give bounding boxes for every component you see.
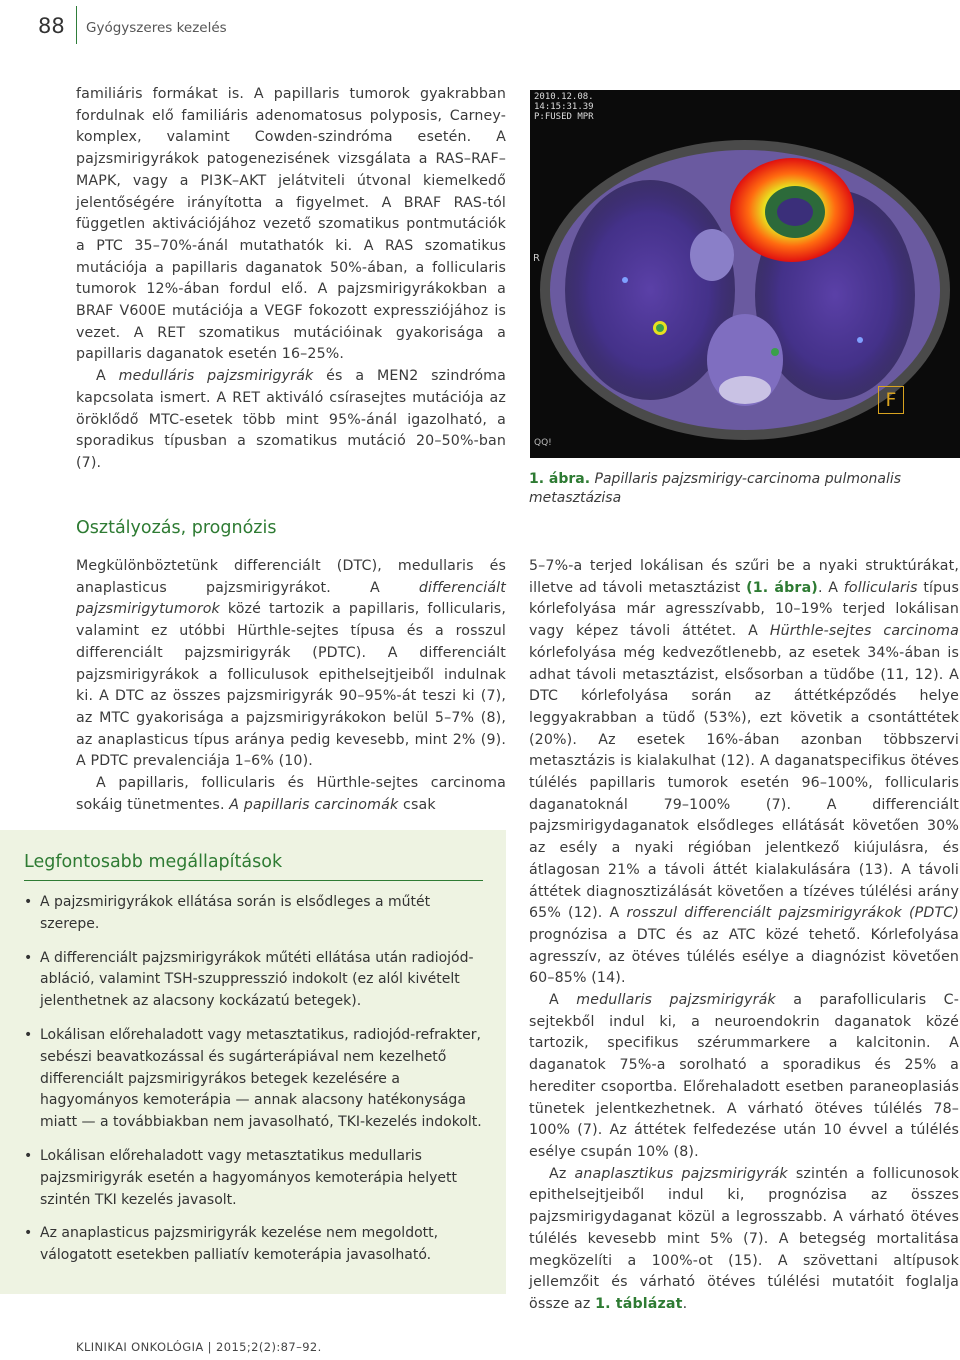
text-run: közé tartozik a papillaris, follicularis, valamint ez utóbbi Hürthle-sejtes típusa és a rosszul differenciált pajzsmirigyrák (PDTC). A differenciált pajzsmirigyrákok a folliculusok epithelsejtjeiből indulnak ki. A DTC az összes pajzsmirigyrák 90–95%-át teszi ki (7), az MTC gyakorisága a pajzsmirigyrákokon belül 5–7% (8), az anaplasticus típus aránya pedig kevesebb, mint 2% (9). A PDTC prevalenciája 1–6% (10). (76, 601, 506, 770)
text-run: csak (398, 796, 436, 813)
paragraph (529, 1164, 959, 1316)
text-run: típus kórlefolyása már agresszívabb, 10–19% terjed lokálisan vagy képez távoli áttétet. A (529, 579, 959, 640)
scan-time: 14:15:31.39 (534, 102, 594, 112)
scan-mode: P:FUSED MPR (534, 112, 594, 122)
paragraph (76, 84, 506, 366)
figure-caption (529, 470, 959, 508)
text-run: szintén a follicunosok epithelsejtjeiből indul ki, prognózisa az összes pajzsmirigydaganat közül a legrosszabb. A várható ötéves túlélés kevesebb mint 5% (7). A betegség mortalitása megközelíti a 100%-ot (15). A szövettani altípusok jellemzőit és várható ötéves túlélési mutatóit foglalja össze az (529, 1165, 959, 1312)
italic-term: follicularis (843, 579, 918, 596)
cross-reference: 1. táblázat (595, 1295, 683, 1312)
scan-bottom-label: QQ! (534, 438, 552, 448)
paragraph (529, 556, 959, 990)
scan-orientation-label: F (878, 386, 904, 414)
key-findings-divider (24, 880, 483, 881)
key-findings-box (0, 830, 506, 1294)
paragraph (76, 773, 506, 816)
text-run: A (96, 368, 119, 385)
italic-term: Hürthle-sejtes carcinoma (769, 623, 959, 640)
text-run: és a MEN2 szindróma kapcsolata ismert. A RET aktiváló csírasejtes mutációja az öröklődő MTC-esetek több mint 95%-ánál igazolható, a sporadikus típusban a szomatikus mutáció 20–50%-ban (7). (76, 368, 506, 471)
figure-number: 1. ábra. (529, 471, 591, 487)
paragraph (529, 990, 959, 1164)
list-item: • Lokálisan előrehaladott vagy metasztatikus medullaris pajzsmirigyrák esetén a hagyományos kemoterápia helyett szintén TKI kezelés javasolt. (24, 1146, 484, 1211)
figure-caption-text: Papillaris pajzsmirigy-carcinoma pulmonalis metasztázisa (529, 471, 902, 506)
running-section-title: Gyógyszeres kezelés (86, 20, 227, 36)
text-run: Megkülönböztetünk differenciált (DTC), medullaris és anaplasticus pajzsmirigyrákot. A (76, 558, 506, 596)
scan-side-label: R (533, 253, 540, 264)
key-findings-list (24, 892, 484, 1279)
section-heading: Osztályozás, prognózis (76, 518, 277, 538)
text-run: a parafollicularis C-sejtekből indul ki, a neuroendokrin daganatok közé tartozik, specifikus szérummarkere a kalcitonin. A daganatok 75%-a sorolható a sporadikus és 25% a herediter csoportba. Előrehaladott esetben paraneoplasiás tünetek jelentkezhetnek. A várható ötéves túlélés 78–100% (7). Az áttétek felfedezése után 10 évvel a túlélés esélye csupán 10% (8). (529, 992, 960, 1160)
italic-term: anaplasztikus pajzsmirigyrák (574, 1165, 788, 1182)
paragraph (76, 556, 506, 773)
scan-metadata (534, 92, 594, 122)
text-run: . A (817, 579, 844, 596)
text-run: Az (549, 1165, 575, 1182)
list-item: • Az anaplasticus pajzsmirigyrák kezelése nem megoldott, válogatott esetekben palliatív kemoterápia javasolható. (24, 1223, 484, 1267)
paragraph (76, 366, 506, 475)
left-column-top-text (76, 84, 506, 475)
text-run: familiáris formákat is. A papillaris tumorok gyakrabban fordulnak elő familiáris adenomatosus polyposis, Carney-komplex, valamint Cowden-szindróma esetén. A pajzsmirigyrákok patogenezisének vizsgálata a RAS–RAF–MAPK, vagy a PI3K–AKT jelátviteli útvonal kiemelkedő jelentőségére irányította a figyelmet. A BRAF RAS-tól független aktivációjához vezető szomatikus pontmutációk a PTC 35–70%-ánál mutathatók ki. A RAS szomatikus mutációja a papillaris daganatok 50%-ában, a follicularis tumorok 12%-ában fordul elő. A pajzsmirigyrákokban a BRAF V600E mutációja a VEGF fokozott expressziójához is vezet. A RET szomatikus mutációinak gyakorisága a papillaris daganatok esetén 16–25%. (76, 86, 506, 363)
italic-term: medullaris pajzsmirigyrák (576, 992, 776, 1009)
figure-pet-ct-image (530, 90, 960, 458)
key-findings-title: Legfontosabb megállapítások (24, 852, 283, 872)
text-run: kórlefolyása még kedvezőtlenebb, az esetek 34%-ában is adhat távoli metasztázist, elsősorban a tüdőbe (11, 12). A DTC kórlefolyása során az áttétképződés helye leggyakrabban a tüdő (53%), ezt követik a csontáttétek (20%). Az esetek 16%-ában azonban többszervi metasztázis is kialakulhat (12). A daganatspecifikus ötéves túlélés papillaris tumorok esetén 96–100%, follicularis daganatoknál 79–100% (7). A differenciált pajzsmirigydaganatok elsődleges ellátását követően 30% az esély a nyaki régióban jelentkező kiújulásra, és átlagosan 21% a távoli áttét kialakulására (13). A távoli áttétek diagnosztizálását követően a tízéves túlélési arány 65% (12). A (529, 644, 959, 922)
text-run: 5–7%-a terjed lokálisan és szűri be a nyaki struktúrákat, illetve ad távoli metasztázist (529, 558, 959, 596)
list-item: • A pajzsmirigyrákok ellátása során is elsődleges a műtét szerepe. (24, 892, 484, 936)
right-column-body-text (529, 556, 959, 1316)
list-item: • A differenciált pajzsmirigyrákok műtéti ellátása után radiojód-abláció, valamint TSH-szuppresszió indokolt (ez alól kivételt jelenthetnek az alacsony kockázatú betegek). (24, 948, 484, 1013)
scan-date: 2010.12.08. (534, 92, 594, 102)
header-divider (76, 6, 77, 44)
text-run: . (682, 1295, 688, 1312)
journal-citation-footer: KLINIKAI ONKOLÓGIA | 2015;2(2):87–92. (76, 1340, 322, 1354)
italic-term: A papillaris carcinomák (229, 796, 399, 813)
text-run: A (549, 992, 577, 1009)
italic-term: differenciált pajzsmirigytumorok (76, 579, 506, 618)
italic-term: medulláris pajzsmirigyrák (118, 368, 314, 385)
page-header (0, 0, 960, 50)
italic-term: rosszul differenciált pajzsmirigyrákok (PDTC) (626, 905, 959, 922)
left-column-body-text (76, 556, 506, 816)
text-run: A papillaris, follicularis és Hürthle-sejtes carcinoma sokáig tünetmentes. (76, 775, 506, 813)
list-item: • Lokálisan előrehaladott vagy metasztatikus, radiojód-refrakter, sebészi beavatkozással és sugárterápiával nem kezelhető differenciált pajzsmirigyrákos betegek kezelésére a hagyományos kemoterápia — annak alacsony hatékonysága miatt — a továbbiakban nem javasolható, TKI-kezelés indokolt. (24, 1025, 484, 1134)
cross-reference: (1. ábra) (746, 579, 818, 596)
page-number: 88 (38, 14, 65, 38)
text-run: prognózisa a DTC és az ATC közé tehető. Kórlefolyása agresszív, az ötéves túlélés esélye a diagnózist követően 60–85% (14). (529, 926, 959, 987)
